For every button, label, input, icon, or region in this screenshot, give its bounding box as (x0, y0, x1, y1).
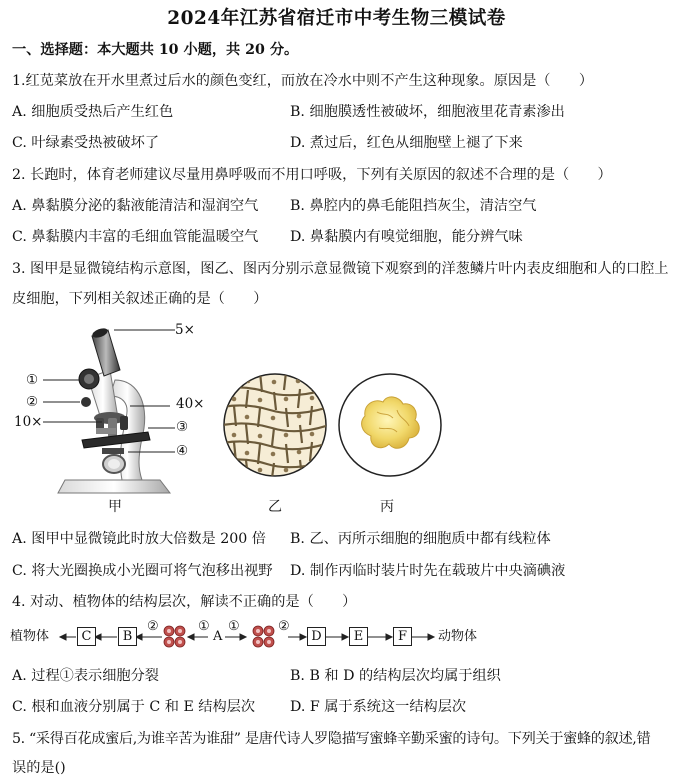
q3-stem-line1: 3. 图甲是显微镜结构示意图，图乙、图丙分别示意显微镜下观察到的洋葱鳞片叶内表皮细胞和人的口腔上 (12, 261, 669, 277)
q1-option-d: D. 煮过后，红色从细胞壁上褪了下来 (290, 135, 523, 151)
onion-cells-illustration (222, 372, 328, 478)
q4-stem: 4. 对动、植物体的结构层次，解读不正确的是（ ） (12, 594, 357, 610)
label-marker-2: ② (26, 394, 39, 410)
label-marker-4: ④ (176, 443, 189, 459)
figure-onion-cells (222, 372, 328, 478)
cell-cluster-right (253, 626, 274, 647)
q1-option-b: B. 细胞膜透性被破坏，细胞液里花青素渗出 (290, 104, 565, 120)
page-title: 2024年江苏省宿迁市中考生物三模试卷 (167, 8, 506, 29)
q3-option-d: D. 制作丙临时装片时先在载玻片中央滴碘液 (290, 563, 566, 579)
q2-option-c: C. 鼻黏膜内丰富的毛细血管能温暖空气 (12, 229, 259, 245)
figure-microscope (10, 318, 230, 518)
flow-step-2-left: ② (147, 619, 159, 634)
q4-option-c: C. 根和血液分别属于 C 和 E 结构层次 (12, 699, 256, 715)
q2-option-a: A. 鼻黏膜分泌的黏液能清洁和湿润空气 (12, 198, 259, 214)
flow-box-f: F (393, 627, 412, 646)
flow-box-b: B (118, 627, 137, 646)
caption-jia: 甲 (108, 499, 122, 515)
cell-cluster-left (164, 626, 185, 647)
q5-stem-line1: 5. “采得百花成蜜后,为谁辛苦为谁甜” 是唐代诗人罗隐描写蜜蜂辛勤采蜜的诗句。下列关于蜜蜂的叙述,错 (12, 731, 651, 747)
flow-box-e: E (349, 627, 368, 646)
q5-stem-line2: 误的是() (12, 760, 66, 776)
q2-option-d: D. 鼻黏膜内有嗅觉细胞，能分辨气味 (290, 229, 523, 245)
caption-yi: 乙 (268, 499, 282, 515)
q4-option-b: B. B 和 D 的结构层次均属于组织 (290, 668, 501, 684)
q2-stem: 2. 长跑时，体育老师建议尽量用鼻呼吸而不用口呼吸，下列有关原因的叙述不合理的是（ ） (12, 167, 612, 183)
q1-option-c: C. 叶绿素受热被破坏了 (12, 135, 160, 151)
q3-option-b: B. 乙、丙所示细胞的细胞质中都有线粒体 (290, 531, 551, 547)
flow-animal: 动物体 (438, 629, 478, 644)
q4-option-d: D. F 属于系统这一结构层次 (290, 699, 467, 715)
flow-box-d: D (307, 627, 326, 646)
q1-option-a: A. 细胞质受热后产生红色 (12, 104, 174, 120)
label-objective-40x: 40× (176, 396, 205, 412)
q3-stem-line2: 皮细胞，下列相关叙述正确的是（ ） (12, 291, 268, 307)
caption-bing: 丙 (380, 499, 394, 515)
label-eyepiece-5x: 5× (175, 322, 195, 338)
flow-diagram (10, 620, 530, 654)
q4-option-a: A. 过程①表示细胞分裂 (12, 668, 159, 684)
label-marker-1: ① (26, 372, 39, 388)
section-heading: 一、选择题：本大题共 10 小题，共 20 分。 (12, 42, 299, 58)
cheek-cells-illustration (337, 372, 443, 478)
q3-option-a: A. 图甲中显微镜此时放大倍数是 200 倍 (12, 531, 266, 547)
figure-cheek-cells (337, 372, 443, 478)
q3-option-c: C. 将大光圈换成小光圈可将气泡移出视野 (12, 563, 273, 579)
flow-plant: 植物体 (10, 629, 50, 644)
flow-a: A (213, 629, 223, 644)
label-marker-3: ③ (176, 419, 189, 435)
q2-option-b: B. 鼻腔内的鼻毛能阻挡灰尘，清洁空气 (290, 198, 537, 214)
flow-step-2-right: ② (278, 619, 290, 634)
label-objective-10x: 10× (14, 414, 43, 430)
microscope-illustration (10, 318, 230, 518)
q1-stem: 1.红苋菜放在开水里煮过后水的颜色变红，而放在冷水中则不产生这种现象。原因是（ ） (12, 73, 594, 89)
flow-box-c: C (77, 627, 96, 646)
flow-step-1-right: ① (228, 619, 240, 634)
flow-step-1-left: ① (198, 619, 210, 634)
